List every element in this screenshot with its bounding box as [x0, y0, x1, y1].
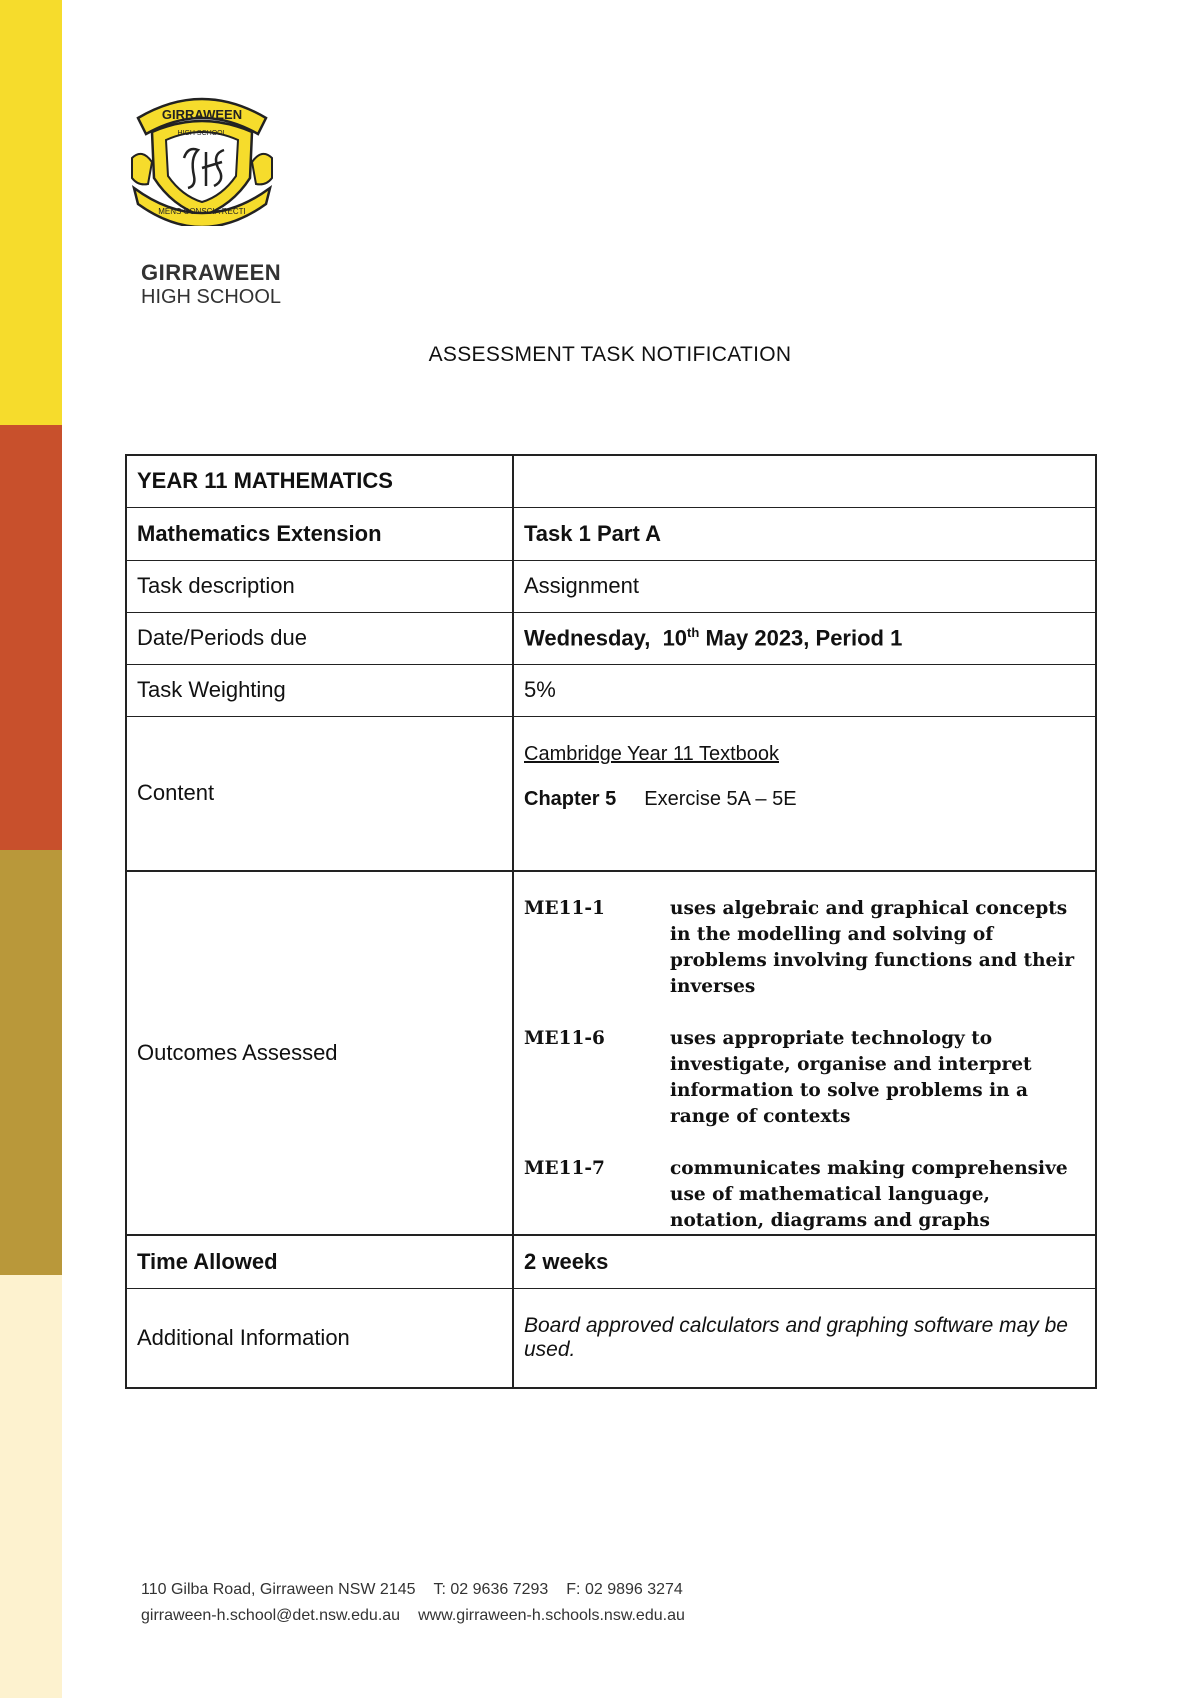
textbook-link: Cambridge Year 11 Textbook [524, 742, 779, 765]
school-name-logo [141, 262, 281, 307]
task-description-label: Task description [126, 560, 513, 612]
assessment-table [125, 454, 1097, 1389]
date-due-label: Date/Periods due [126, 612, 513, 664]
document-title: ASSESSMENT TASK NOTIFICATION [428, 343, 792, 366]
stripe-gold [0, 850, 62, 1275]
date-due-part2: May 2023, Period 1 [699, 625, 903, 651]
outcome-description: communicates making comprehensive use of mathematical language, notation, diagrams and graphs [670, 1158, 1068, 1231]
footer-line2 [141, 1603, 685, 1629]
time-allowed-value: 2 weeks [513, 1235, 1096, 1288]
crest-motto: MENS CONSCIA RECTI [158, 207, 246, 216]
content-value [513, 716, 1096, 871]
outcomes-list [513, 871, 1096, 1235]
footer-line1 [141, 1577, 685, 1603]
footer-fax: F: 02 9896 3274 [566, 1581, 683, 1598]
outcome-code: ME11-7 [524, 1158, 605, 1179]
outcome-description: uses algebraic and graphical concepts in the modelling and solving of problems involving functions and their inverses [670, 898, 1075, 997]
task-description-value: Assignment [513, 560, 1096, 612]
crest-top-text: GIRRAWEEN [161, 107, 243, 122]
stripe-orange [0, 425, 62, 850]
task-weighting-value: 5% [513, 664, 1096, 716]
exercise-label: Exercise 5A – 5E [644, 787, 797, 810]
additional-info-value: Board approved calculators and graphing software may be used. [513, 1288, 1096, 1388]
table-row [126, 560, 1096, 612]
outcome-item [524, 1156, 1085, 1234]
stripe-cream [0, 1275, 62, 1698]
school-name-line2: HIGH SCHOOL [141, 286, 282, 308]
time-allowed-label: Time Allowed [126, 1235, 513, 1288]
footer-website[interactable]: www.girraween-h.schools.nsw.edu.au [418, 1607, 685, 1624]
chapter-label: Chapter 5 [524, 787, 617, 810]
date-due-suffix: th [687, 624, 700, 640]
outcome-code: ME11-1 [524, 898, 605, 919]
outcome-code: ME11-6 [524, 1028, 605, 1049]
table-row [126, 455, 1096, 507]
date-due-value [513, 612, 1096, 664]
task-number-cell: Task 1 Part A [513, 507, 1096, 560]
additional-info-label: Additional Information [126, 1288, 513, 1388]
table-row [126, 1235, 1096, 1288]
date-due-part1: Wednesday, 10 [524, 625, 688, 651]
school-name-line1: GIRRAWEEN [141, 260, 282, 285]
table-row [126, 664, 1096, 716]
table-row [126, 716, 1096, 871]
outcome-item [524, 896, 1085, 1000]
chapter-row [524, 788, 1085, 811]
outcome-item [524, 1026, 1085, 1130]
outcomes-label: Outcomes Assessed [126, 871, 513, 1235]
footer-email[interactable]: girraween-h.school@det.nsw.edu.au [141, 1607, 401, 1624]
table-row [126, 507, 1096, 560]
table-row [126, 871, 1096, 1235]
footer [141, 1577, 685, 1629]
crest-sub-text: HIGH SCHOOL [177, 130, 227, 137]
task-weighting-label: Task Weighting [126, 664, 513, 716]
content-label: Content [126, 716, 513, 871]
footer-address: 110 Gilba Road, Girraween NSW 2145 [141, 1581, 416, 1598]
footer-phone: T: 02 9636 7293 [433, 1581, 549, 1598]
school-crest-logo [128, 88, 276, 226]
table-row [126, 612, 1096, 664]
course-cell: YEAR 11 MATHEMATICS [126, 455, 513, 507]
course-value-cell [513, 455, 1096, 507]
course-name-cell: Mathematics Extension [126, 507, 513, 560]
outcome-description: uses appropriate technology to investigate, organise and interpret information to solve problems in a range of contexts [670, 1028, 1032, 1127]
table-row [126, 1288, 1096, 1388]
